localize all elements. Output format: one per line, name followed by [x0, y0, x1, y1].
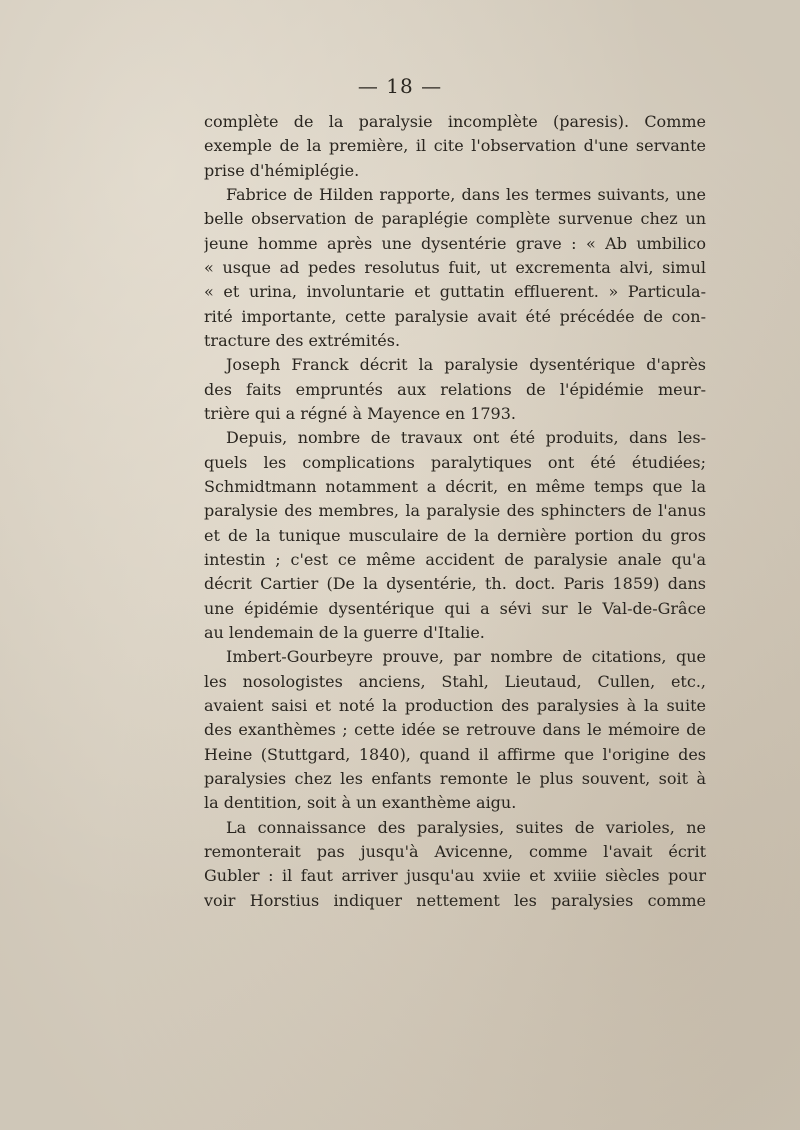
text-line: des exanthèmes ; cette idée se retrouve dans le mémoire de	[204, 720, 706, 740]
text-line: trière qui a régné à Mayence en 1793.	[204, 403, 516, 423]
text-line: des faits empruntés aux relations de l'épidémie meur-	[204, 379, 706, 399]
text-line: au lendemain de la guerre d'Italie.	[204, 622, 485, 642]
text-line: intestin ; c'est ce même accident de paralysie anale qu'a	[204, 549, 706, 569]
text-line: complète de la paralysie incomplète (paresis). Comme	[204, 112, 706, 131]
text-line: décrit Cartier (De la dysentérie, th. doct. Paris 1859) dans	[204, 574, 706, 594]
text-line: prise d'hémiplégie.	[204, 160, 360, 180]
body-text	[204, 110, 706, 913]
page-number: — 18 —	[357, 74, 443, 98]
text-line: Heine (Stuttgard, 1840), quand il affirme que l'origine des	[204, 744, 706, 764]
text-line: Imbert-Gourbeyre prouve, par nombre de citations, que	[226, 647, 706, 667]
text-line: avaient saisi et noté la production des paralysies à la suite	[204, 695, 706, 715]
text-line: Depuis, nombre de travaux ont été produits, dans les-	[226, 428, 706, 448]
text-line: exemple de la première, il cite l'observation d'une servante	[204, 136, 706, 156]
text-line: une épidémie dysentérique qui a sévi sur le Val-de-Grâce	[204, 598, 706, 618]
text-line: rité importante, cette paralysie avait été précédée de con-	[204, 306, 706, 326]
text-line: jeune homme après une dysentérie grave : « Ab umbilico	[204, 233, 706, 253]
text-line: voir Horstius indiquer nettement les paralysies comme	[204, 890, 706, 910]
text-line: les nosologistes anciens, Stahl, Lieutaud, Cullen, etc.,	[204, 671, 706, 691]
text-line: quels les complications paralytiques ont été étudiées;	[204, 452, 706, 472]
text-line: tracture des extrémités.	[204, 330, 401, 350]
text-line: Schmidtmann notamment a décrit, en même temps que la	[204, 476, 706, 496]
text-line: Joseph Franck décrit la paralysie dysentérique d'après	[226, 355, 706, 375]
text-line: « et urina, involuntarie et guttatin effluerent. » Particula-	[204, 282, 706, 302]
text-line: belle observation de paraplégie complète survenue chez un	[204, 209, 706, 229]
text-line: « usque ad pedes resolutus fuit, ut excrementa alvi, simul	[204, 257, 706, 277]
text-line: paralysie des membres, la paralysie des sphincters de l'anus	[204, 501, 706, 521]
text-line: Fabrice de Hilden rapporte, dans les termes suivants, une	[226, 184, 706, 204]
text-line: la dentition, soit à un exanthème aigu.	[204, 793, 517, 813]
text-line: Gubler : il faut arriver jusqu'au xviie et xviiie siècles pour	[204, 866, 706, 886]
text-line: paralysies chez les enfants remonte le plus souvent, soit à	[204, 768, 706, 788]
text-line: et de la tunique musculaire de la dernière portion du gros	[204, 525, 706, 545]
text-line: remonterait pas jusqu'à Avicenne, comme l'avait écrit	[204, 841, 706, 861]
text-line: La connaissance des paralysies, suites de varioles, ne	[226, 817, 706, 837]
